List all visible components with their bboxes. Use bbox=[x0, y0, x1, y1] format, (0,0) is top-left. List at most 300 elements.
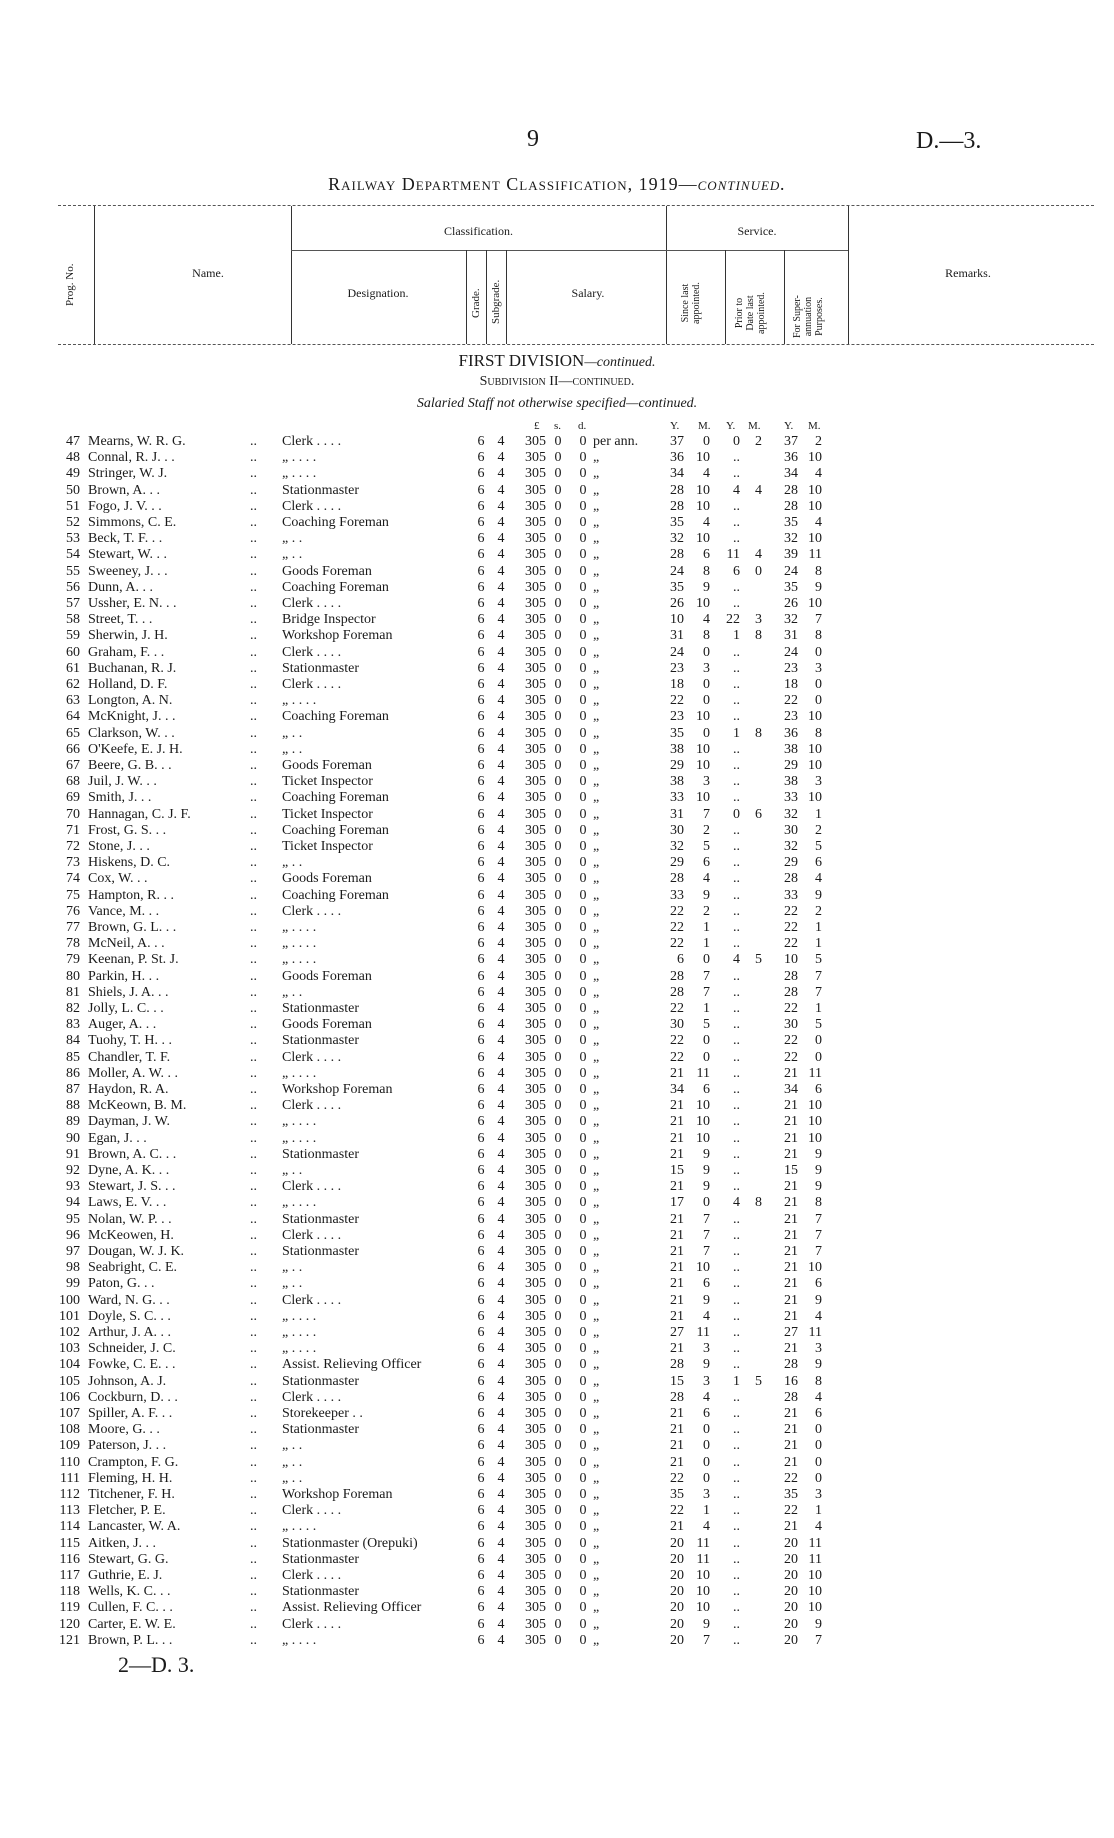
grade: 6 bbox=[477, 1276, 485, 1292]
subgrade: 4 bbox=[497, 790, 505, 806]
salary-pence: 0 bbox=[579, 822, 587, 838]
subgrade: 4 bbox=[497, 1616, 505, 1632]
subgrade: 4 bbox=[497, 806, 505, 822]
salary-period: „ bbox=[593, 1519, 600, 1535]
since-months: 6 bbox=[703, 1406, 710, 1421]
prior-years: .. bbox=[733, 1163, 740, 1178]
salary-shillings: 0 bbox=[554, 1049, 562, 1065]
super-years: 21 bbox=[784, 1211, 798, 1227]
employee-name: Haydon, R. A. bbox=[88, 1082, 169, 1097]
leader-dots: .. bbox=[250, 790, 257, 806]
leader-dots: .. bbox=[250, 822, 257, 838]
since-months: 8 bbox=[703, 628, 710, 644]
since-months: 9 bbox=[703, 1292, 710, 1308]
salary-pounds: 305 bbox=[525, 1179, 546, 1195]
designation: Goods Foreman bbox=[282, 563, 372, 579]
grade: 6 bbox=[477, 628, 485, 644]
salary-pence: 0 bbox=[579, 920, 587, 935]
leader-dots: .. bbox=[250, 758, 257, 773]
unit-years: Y. bbox=[784, 420, 794, 432]
designation: Stationmaster bbox=[282, 1422, 359, 1438]
salary-shillings: 0 bbox=[554, 1454, 562, 1470]
subgrade: 4 bbox=[497, 547, 505, 563]
salary-pounds: 305 bbox=[525, 806, 546, 822]
since-years: 20 bbox=[670, 1616, 684, 1632]
salary-pence: 0 bbox=[579, 579, 587, 595]
salary-pounds: 305 bbox=[525, 984, 546, 1000]
unit-months: M. bbox=[748, 420, 761, 432]
subgrade: 4 bbox=[497, 936, 505, 952]
table-row bbox=[0, 1374, 1114, 1390]
salary-pence: 0 bbox=[579, 1616, 587, 1632]
salary-period: „ bbox=[593, 790, 600, 806]
subgrade: 4 bbox=[497, 839, 505, 854]
unit-pence: d. bbox=[578, 420, 587, 432]
super-months: 9 bbox=[815, 1616, 822, 1632]
employee-name: Fogo, J. V. . . bbox=[88, 498, 162, 514]
prog-no: 84 bbox=[66, 1033, 80, 1049]
designation: Stationmaster bbox=[282, 660, 359, 676]
leader-dots: .. bbox=[250, 1098, 257, 1114]
subgrade: 4 bbox=[497, 515, 505, 530]
super-years: 21 bbox=[784, 1114, 798, 1130]
prior-years: .. bbox=[733, 466, 740, 482]
super-months: 9 bbox=[815, 1292, 822, 1308]
employee-name: Wells, K. C. . . bbox=[88, 1584, 171, 1600]
employee-name: Shiels, J. A. . . bbox=[88, 984, 169, 1000]
since-years: 21 bbox=[670, 1308, 684, 1324]
salary-pounds: 305 bbox=[525, 466, 546, 482]
table-row bbox=[0, 871, 1114, 887]
salary-period: „ bbox=[593, 822, 600, 838]
table-row bbox=[0, 936, 1114, 952]
salary-shillings: 0 bbox=[554, 1211, 562, 1227]
grade: 6 bbox=[477, 1373, 485, 1389]
super-months: 8 bbox=[815, 1195, 822, 1211]
prior-years: .. bbox=[733, 1325, 740, 1340]
header-rule bbox=[486, 250, 487, 344]
subgrade: 4 bbox=[497, 758, 505, 773]
table-row bbox=[0, 547, 1114, 563]
salary-pence: 0 bbox=[579, 547, 587, 563]
leader-dots: .. bbox=[250, 1227, 257, 1243]
salary-period: „ bbox=[593, 563, 600, 579]
designation: Stationmaster bbox=[282, 1001, 359, 1016]
salary-pounds: 305 bbox=[525, 1438, 546, 1454]
salary-pounds: 305 bbox=[525, 1114, 546, 1130]
since-years: 31 bbox=[670, 806, 684, 822]
salary-pounds: 305 bbox=[525, 1292, 546, 1308]
salary-shillings: 0 bbox=[554, 1341, 562, 1357]
since-years: 33 bbox=[670, 790, 684, 806]
prior-years: .. bbox=[733, 1033, 740, 1049]
super-months: 11 bbox=[808, 1065, 822, 1081]
leader-dots: .. bbox=[250, 628, 257, 644]
super-years: 26 bbox=[784, 596, 798, 611]
prog-no: 105 bbox=[59, 1373, 80, 1389]
prior-years: .. bbox=[733, 1600, 740, 1616]
subgrade: 4 bbox=[497, 1179, 505, 1195]
header-service: Service. bbox=[737, 224, 777, 238]
salary-shillings: 0 bbox=[554, 563, 562, 579]
table-row bbox=[0, 1406, 1114, 1422]
employee-name: Schneider, J. C. bbox=[88, 1341, 176, 1357]
grade: 6 bbox=[477, 1422, 485, 1438]
salary-pence: 0 bbox=[579, 1163, 587, 1178]
since-months: 4 bbox=[703, 612, 710, 628]
salary-pounds: 305 bbox=[525, 1146, 546, 1162]
unit-months: M. bbox=[808, 420, 821, 432]
super-months: 7 bbox=[815, 1211, 822, 1227]
salary-pounds: 305 bbox=[525, 1325, 546, 1340]
unit-months: M. bbox=[698, 420, 711, 432]
leader-dots: .. bbox=[250, 1341, 257, 1357]
table-row bbox=[0, 1487, 1114, 1503]
leader-dots: .. bbox=[250, 1632, 257, 1648]
since-months: 10 bbox=[696, 790, 710, 806]
salary-shillings: 0 bbox=[554, 1292, 562, 1308]
unit-years: Y. bbox=[726, 420, 736, 432]
super-years: 30 bbox=[784, 822, 798, 838]
salary-pence: 0 bbox=[579, 1341, 587, 1357]
subgrade: 4 bbox=[497, 498, 505, 514]
salary-shillings: 0 bbox=[554, 1600, 562, 1616]
subgrade: 4 bbox=[497, 1341, 505, 1357]
grade: 6 bbox=[477, 725, 485, 741]
super-months: 6 bbox=[815, 1082, 822, 1097]
table-row bbox=[0, 1471, 1114, 1487]
designation: „ . . . . bbox=[282, 1519, 317, 1535]
grade: 6 bbox=[477, 806, 485, 822]
super-years: 21 bbox=[784, 1244, 798, 1259]
table-row bbox=[0, 499, 1114, 515]
salary-period: „ bbox=[593, 1438, 600, 1454]
grade: 6 bbox=[477, 1389, 485, 1405]
salary-pence: 0 bbox=[579, 693, 587, 709]
prior-years: .. bbox=[733, 1292, 740, 1308]
super-months: 10 bbox=[808, 1260, 822, 1276]
prior-years: .. bbox=[733, 1065, 740, 1081]
employee-name: Ward, N. G. . . bbox=[88, 1292, 170, 1308]
prior-years: .. bbox=[733, 741, 740, 757]
super-months: 8 bbox=[815, 563, 822, 579]
employee-name: Tuohy, T. H. . . bbox=[88, 1033, 173, 1049]
salary-pounds: 305 bbox=[525, 839, 546, 854]
salary-pence: 0 bbox=[579, 677, 587, 692]
designation: Clerk . . . . bbox=[282, 498, 342, 514]
designation: Stationmaster bbox=[282, 482, 359, 498]
salary-period: „ bbox=[593, 774, 600, 790]
salary-pounds: 305 bbox=[525, 741, 546, 757]
since-years: 17 bbox=[670, 1195, 684, 1211]
prog-no: 118 bbox=[59, 1584, 80, 1600]
salary-period: „ bbox=[593, 660, 600, 676]
prior-years: .. bbox=[733, 1244, 740, 1259]
subgrade: 4 bbox=[497, 1535, 505, 1551]
salary-period: „ bbox=[593, 644, 600, 660]
leader-dots: .. bbox=[250, 709, 257, 725]
employee-name: Sherwin, J. H. bbox=[88, 628, 168, 644]
grade: 6 bbox=[477, 709, 485, 725]
salary-pounds: 305 bbox=[525, 596, 546, 611]
prog-no: 117 bbox=[59, 1568, 80, 1583]
table-row bbox=[0, 1600, 1114, 1616]
prior-years: .. bbox=[733, 1389, 740, 1405]
grade: 6 bbox=[477, 758, 485, 773]
grade: 6 bbox=[477, 1114, 485, 1130]
since-years: 38 bbox=[670, 741, 684, 757]
super-years: 20 bbox=[784, 1535, 798, 1551]
since-years: 20 bbox=[670, 1535, 684, 1551]
salary-period: „ bbox=[593, 1616, 600, 1632]
since-months: 10 bbox=[696, 450, 710, 466]
salary-pounds: 305 bbox=[525, 920, 546, 935]
salary-shillings: 0 bbox=[554, 903, 562, 919]
super-months: 7 bbox=[815, 612, 822, 628]
salary-period: „ bbox=[593, 1406, 600, 1421]
salary-period: „ bbox=[593, 1098, 600, 1114]
salary-shillings: 0 bbox=[554, 1276, 562, 1292]
designation: Goods Foreman bbox=[282, 968, 372, 984]
designation: Ticket Inspector bbox=[282, 839, 373, 854]
super-years: 21 bbox=[784, 1227, 798, 1243]
designation: „ . . . . bbox=[282, 1308, 317, 1324]
salary-shillings: 0 bbox=[554, 968, 562, 984]
designation: „ . . bbox=[282, 1260, 303, 1276]
designation: „ . . bbox=[282, 725, 303, 741]
since-months: 3 bbox=[703, 660, 710, 676]
salary-shillings: 0 bbox=[554, 887, 562, 903]
salary-pounds: 305 bbox=[525, 628, 546, 644]
super-months: 8 bbox=[815, 628, 822, 644]
prior-years: 11 bbox=[726, 547, 740, 563]
prior-months: 4 bbox=[755, 547, 762, 563]
super-years: 28 bbox=[784, 871, 798, 887]
leader-dots: .. bbox=[250, 1438, 257, 1454]
grade: 6 bbox=[477, 1033, 485, 1049]
leader-dots: .. bbox=[250, 1519, 257, 1535]
header-subgrade: Subgrade. bbox=[490, 279, 502, 324]
prior-years: .. bbox=[733, 1179, 740, 1195]
grade: 6 bbox=[477, 1001, 485, 1016]
super-months: 1 bbox=[815, 806, 822, 822]
prog-no: 55 bbox=[66, 563, 80, 579]
employee-name: Dougan, W. J. K. bbox=[88, 1244, 185, 1259]
salary-pence: 0 bbox=[579, 741, 587, 757]
leader-dots: .. bbox=[250, 806, 257, 822]
since-years: 31 bbox=[670, 628, 684, 644]
salary-shillings: 0 bbox=[554, 1065, 562, 1081]
prior-years: .. bbox=[733, 758, 740, 773]
salary-pounds: 305 bbox=[525, 774, 546, 790]
grade: 6 bbox=[477, 1163, 485, 1178]
salary-shillings: 0 bbox=[554, 758, 562, 773]
prog-no: 92 bbox=[66, 1163, 80, 1178]
leader-dots: .. bbox=[250, 434, 257, 449]
super-years: 37 bbox=[784, 434, 798, 449]
super-years: 21 bbox=[784, 1130, 798, 1146]
leader-dots: .. bbox=[250, 1568, 257, 1583]
since-years: 21 bbox=[670, 1292, 684, 1308]
salary-shillings: 0 bbox=[554, 1163, 562, 1178]
salary-pence: 0 bbox=[579, 1325, 587, 1340]
since-months: 1 bbox=[703, 1001, 710, 1016]
subgrade: 4 bbox=[497, 466, 505, 482]
table-row bbox=[0, 450, 1114, 466]
since-years: 18 bbox=[670, 677, 684, 692]
grade: 6 bbox=[477, 515, 485, 530]
since-years: 22 bbox=[670, 1001, 684, 1016]
table-row bbox=[0, 661, 1114, 677]
salary-period: „ bbox=[593, 1211, 600, 1227]
prior-years: .. bbox=[733, 1146, 740, 1162]
prog-no: 72 bbox=[66, 839, 80, 854]
employee-name: Brown, A. . . bbox=[88, 482, 160, 498]
since-months: 7 bbox=[703, 1211, 710, 1227]
salary-pence: 0 bbox=[579, 1244, 587, 1259]
super-months: 9 bbox=[815, 579, 822, 595]
since-years: 33 bbox=[670, 887, 684, 903]
table-row bbox=[0, 531, 1114, 547]
leader-dots: .. bbox=[250, 1616, 257, 1632]
leader-dots: .. bbox=[250, 1373, 257, 1389]
since-years: 29 bbox=[670, 758, 684, 773]
salary-period: „ bbox=[593, 1146, 600, 1162]
salary-shillings: 0 bbox=[554, 984, 562, 1000]
table-row bbox=[0, 1293, 1114, 1309]
salary-shillings: 0 bbox=[554, 1130, 562, 1146]
since-months: 0 bbox=[703, 1454, 710, 1470]
since-months: 10 bbox=[696, 709, 710, 725]
salary-period: „ bbox=[593, 903, 600, 919]
table-row bbox=[0, 920, 1114, 936]
subgrade: 4 bbox=[497, 1260, 505, 1276]
since-months: 10 bbox=[696, 1584, 710, 1600]
employee-name: Johnson, A. J. bbox=[88, 1373, 167, 1389]
salary-shillings: 0 bbox=[554, 1227, 562, 1243]
since-years: 21 bbox=[670, 1244, 684, 1259]
since-years: 21 bbox=[670, 1130, 684, 1146]
since-months: 4 bbox=[703, 1519, 710, 1535]
salary-pounds: 305 bbox=[525, 1211, 546, 1227]
salary-shillings: 0 bbox=[554, 1179, 562, 1195]
subgrade: 4 bbox=[497, 1211, 505, 1227]
prog-no: 96 bbox=[66, 1227, 80, 1243]
designation: Clerk . . . . bbox=[282, 1049, 342, 1065]
salary-period: „ bbox=[593, 1600, 600, 1616]
employee-name: Fletcher, P. E. bbox=[88, 1503, 166, 1519]
salary-shillings: 0 bbox=[554, 466, 562, 482]
super-months: 4 bbox=[815, 1519, 822, 1535]
leader-dots: .. bbox=[250, 482, 257, 498]
salary-period: „ bbox=[593, 1325, 600, 1340]
prog-no: 71 bbox=[66, 822, 80, 838]
subgrade: 4 bbox=[497, 1519, 505, 1535]
salary-pence: 0 bbox=[579, 887, 587, 903]
super-years: 29 bbox=[784, 855, 798, 871]
subgrade: 4 bbox=[497, 1049, 505, 1065]
since-years: 20 bbox=[670, 1632, 684, 1648]
subgrade: 4 bbox=[497, 1001, 505, 1016]
salary-period: „ bbox=[593, 450, 600, 466]
salary-shillings: 0 bbox=[554, 1422, 562, 1438]
prog-no: 98 bbox=[66, 1260, 80, 1276]
subgrade: 4 bbox=[497, 1195, 505, 1211]
super-years: 23 bbox=[784, 709, 798, 725]
prior-years: 4 bbox=[733, 482, 740, 498]
grade: 6 bbox=[477, 498, 485, 514]
employee-name: O'Keefe, E. J. H. bbox=[88, 741, 183, 757]
since-years: 22 bbox=[670, 1470, 684, 1486]
super-months: 10 bbox=[808, 1584, 822, 1600]
designation: „ . . bbox=[282, 1163, 303, 1178]
subgrade: 4 bbox=[497, 1082, 505, 1097]
prog-no: 103 bbox=[59, 1341, 80, 1357]
since-months: 3 bbox=[703, 1373, 710, 1389]
since-months: 10 bbox=[696, 1600, 710, 1616]
super-months: 1 bbox=[815, 920, 822, 935]
designation: „ . . . . bbox=[282, 1114, 317, 1130]
leader-dots: .. bbox=[250, 677, 257, 692]
salary-period: „ bbox=[593, 1130, 600, 1146]
super-months: 0 bbox=[815, 1438, 822, 1454]
grade: 6 bbox=[477, 887, 485, 903]
grade: 6 bbox=[477, 774, 485, 790]
prior-months: 2 bbox=[755, 434, 762, 449]
since-months: 9 bbox=[703, 1357, 710, 1373]
prog-no: 102 bbox=[59, 1325, 80, 1340]
employee-name: Clarkson, W. . . bbox=[88, 725, 175, 741]
salary-pence: 0 bbox=[579, 936, 587, 952]
leader-dots: .. bbox=[250, 887, 257, 903]
employee-name: Dunn, A. . . bbox=[88, 579, 153, 595]
prior-years: .. bbox=[733, 1503, 740, 1519]
table-row bbox=[0, 774, 1114, 790]
super-years: 22 bbox=[784, 920, 798, 935]
grade: 6 bbox=[477, 1260, 485, 1276]
salary-pounds: 305 bbox=[525, 725, 546, 741]
employee-name: Fowke, C. E. . . bbox=[88, 1357, 176, 1373]
super-years: 22 bbox=[784, 1503, 798, 1519]
super-months: 10 bbox=[808, 1130, 822, 1146]
prog-no: 91 bbox=[66, 1146, 80, 1162]
salary-period: „ bbox=[593, 482, 600, 498]
salary-pence: 0 bbox=[579, 1227, 587, 1243]
salary-pence: 0 bbox=[579, 450, 587, 466]
salary-period: „ bbox=[593, 839, 600, 854]
since-months: 7 bbox=[703, 1227, 710, 1243]
since-months: 9 bbox=[703, 887, 710, 903]
salary-period: „ bbox=[593, 936, 600, 952]
since-months: 1 bbox=[703, 920, 710, 935]
employee-name: Beck, T. F. . . bbox=[88, 531, 163, 547]
table-row bbox=[0, 1163, 1114, 1179]
subgrade: 4 bbox=[497, 741, 505, 757]
salary-period: „ bbox=[593, 1470, 600, 1486]
employee-name: Nolan, W. P. . . bbox=[88, 1211, 172, 1227]
super-months: 0 bbox=[815, 1033, 822, 1049]
prior-years: .. bbox=[733, 515, 740, 530]
designation: Stationmaster (Orepuki) bbox=[282, 1535, 418, 1551]
prior-years: .. bbox=[733, 1470, 740, 1486]
super-months: 0 bbox=[815, 693, 822, 709]
super-months: 3 bbox=[815, 1341, 822, 1357]
since-months: 0 bbox=[703, 1470, 710, 1486]
prior-months: 3 bbox=[755, 612, 762, 628]
since-years: 32 bbox=[670, 531, 684, 547]
salary-pence: 0 bbox=[579, 1503, 587, 1519]
subgrade: 4 bbox=[497, 1389, 505, 1405]
